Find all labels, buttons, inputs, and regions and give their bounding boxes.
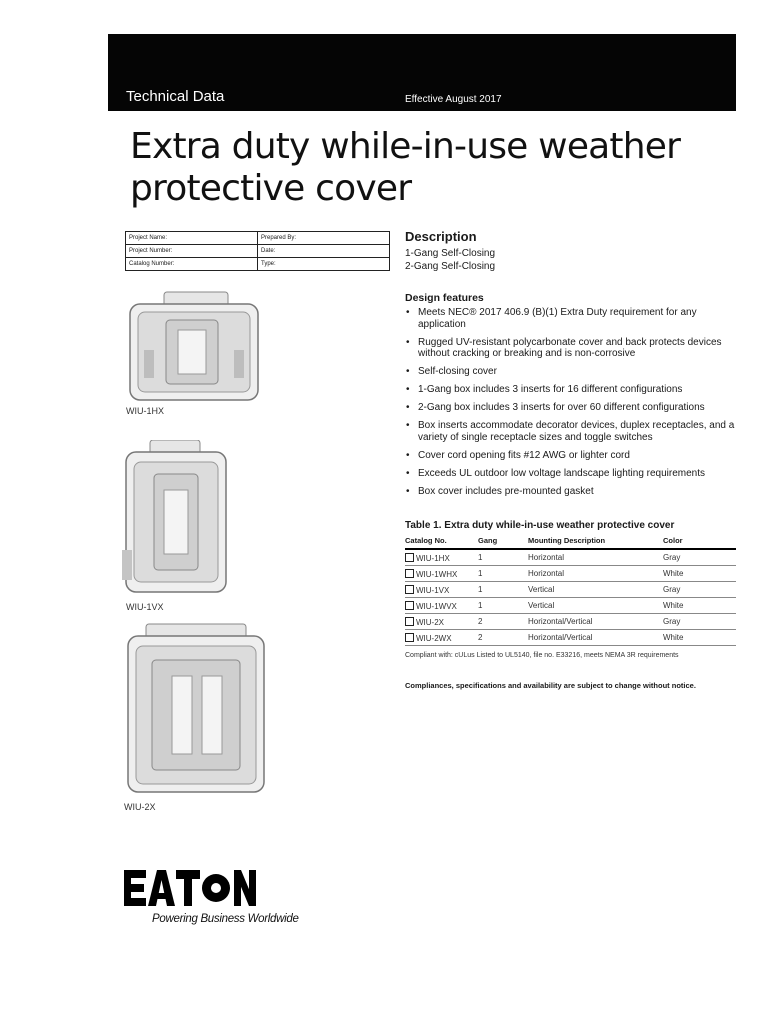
mounting-cell: Horizontal xyxy=(528,566,663,582)
description-item: 1-Gang Self-Closing xyxy=(405,248,496,259)
feature-item: • Meets NEC® 2017 406.9 (B)(1) Extra Duty requirement for any application xyxy=(405,307,735,330)
color-cell: Gray xyxy=(663,582,736,598)
design-features-list xyxy=(405,307,735,504)
eaton-logo xyxy=(124,868,256,913)
catalog-number-field[interactable]: Catalog Number: xyxy=(126,258,258,271)
product-image-wiu-1hx xyxy=(124,290,264,405)
catalog-number: WIU-1WVX xyxy=(416,601,457,611)
table-row xyxy=(405,549,736,566)
compliance-note: Compliant with: cULus Listed to UL5140, file no. E33216, meets NEMA 3R requirements xyxy=(405,652,679,659)
mounting-cell: Horizontal/Vertical xyxy=(528,630,663,646)
caption-wiu-2x: WIU-2X xyxy=(124,802,156,812)
gang-cell: 1 xyxy=(478,582,528,598)
table-header-cell: Catalog No. xyxy=(405,535,478,549)
row-checkbox[interactable] xyxy=(405,601,414,610)
design-features-heading: Design features xyxy=(405,292,484,304)
brand-tagline: Powering Business Worldwide xyxy=(152,913,299,925)
type-field[interactable]: Type: xyxy=(258,258,390,271)
color-cell: Gray xyxy=(663,549,736,566)
caption-wiu-1hx: WIU-1HX xyxy=(126,406,164,416)
table-title: Table 1. Extra duty while-in-use weather protective cover xyxy=(405,520,675,531)
description-list xyxy=(405,247,495,273)
mounting-cell: Vertical xyxy=(528,598,663,614)
description-heading: Description xyxy=(405,229,477,244)
mounting-cell: Horizontal xyxy=(528,549,663,566)
table-row xyxy=(405,582,736,598)
color-cell: White xyxy=(663,598,736,614)
page-title xyxy=(130,126,680,210)
gang-cell: 2 xyxy=(478,630,528,646)
effective-date: Effective August 2017 xyxy=(405,94,502,105)
product-image-wiu-1vx xyxy=(120,440,230,596)
feature-item: • Rugged UV-resistant polycarbonate cover and back protects devices without cracking or breaking and is non-corrosive xyxy=(405,337,735,360)
table-header-row xyxy=(405,535,736,549)
catalog-number: WIU-2WX xyxy=(416,633,452,643)
mounting-cell: Horizontal/Vertical xyxy=(528,614,663,630)
table-header-cell: Color xyxy=(663,535,736,549)
mounting-cell: Vertical xyxy=(528,582,663,598)
gang-cell: 2 xyxy=(478,614,528,630)
table-row xyxy=(405,630,736,646)
gang-cell: 1 xyxy=(478,566,528,582)
catalog-number: WIU-1HX xyxy=(416,553,450,563)
header-title: Technical Data xyxy=(126,88,225,105)
row-checkbox[interactable] xyxy=(405,633,414,642)
change-notice: Compliances, specifications and availability are subject to change without notice. xyxy=(405,681,696,690)
color-cell: White xyxy=(663,566,736,582)
gang-cell: 1 xyxy=(478,549,528,566)
color-cell: Gray xyxy=(663,614,736,630)
row-checkbox[interactable] xyxy=(405,617,414,626)
feature-item: • 1-Gang box includes 3 inserts for 16 different configurations xyxy=(405,384,735,396)
table-row xyxy=(405,566,736,582)
row-checkbox[interactable] xyxy=(405,553,414,562)
table-row xyxy=(405,614,736,630)
catalog-number: WIU-1WHX xyxy=(416,569,458,579)
feature-item: • Cover cord opening fits #12 AWG or lighter cord xyxy=(405,450,735,462)
prepared-by-field[interactable]: Prepared By: xyxy=(258,232,390,245)
row-checkbox[interactable] xyxy=(405,569,414,578)
catalog-table xyxy=(405,535,736,646)
feature-item: • Box inserts accommodate decorator devices, duplex receptacles, and a variety of single receptacle sizes and toggle switches xyxy=(405,420,735,443)
feature-item: • Box cover includes pre-mounted gasket xyxy=(405,486,735,498)
feature-item: • Exceeds UL outdoor low voltage landscape lighting requirements xyxy=(405,468,735,480)
feature-item: • Self-closing cover xyxy=(405,366,735,378)
page-title-line-1: Extra duty while-in-use weather xyxy=(130,126,681,167)
caption-wiu-1vx: WIU-1VX xyxy=(126,602,164,612)
catalog-number: WIU-2X xyxy=(416,617,444,627)
date-field[interactable]: Date: xyxy=(258,245,390,258)
catalog-number: WIU-1VX xyxy=(416,585,450,595)
project-info-form xyxy=(125,231,390,271)
gang-cell: 1 xyxy=(478,598,528,614)
table-row xyxy=(405,598,736,614)
feature-item: • 2-Gang box includes 3 inserts for over 60 different configurations xyxy=(405,402,735,414)
header-bar xyxy=(108,34,736,111)
table-header-cell: Gang xyxy=(478,535,528,549)
description-item: 2-Gang Self-Closing xyxy=(405,261,496,272)
table-header-cell: Mounting Description xyxy=(528,535,663,549)
row-checkbox[interactable] xyxy=(405,585,414,594)
product-image-wiu-2x xyxy=(122,620,270,798)
project-name-field[interactable]: Project Name: xyxy=(126,232,258,245)
project-number-field[interactable]: Project Number: xyxy=(126,245,258,258)
color-cell: White xyxy=(663,630,736,646)
page-title-line-2: protective cover xyxy=(130,168,412,209)
